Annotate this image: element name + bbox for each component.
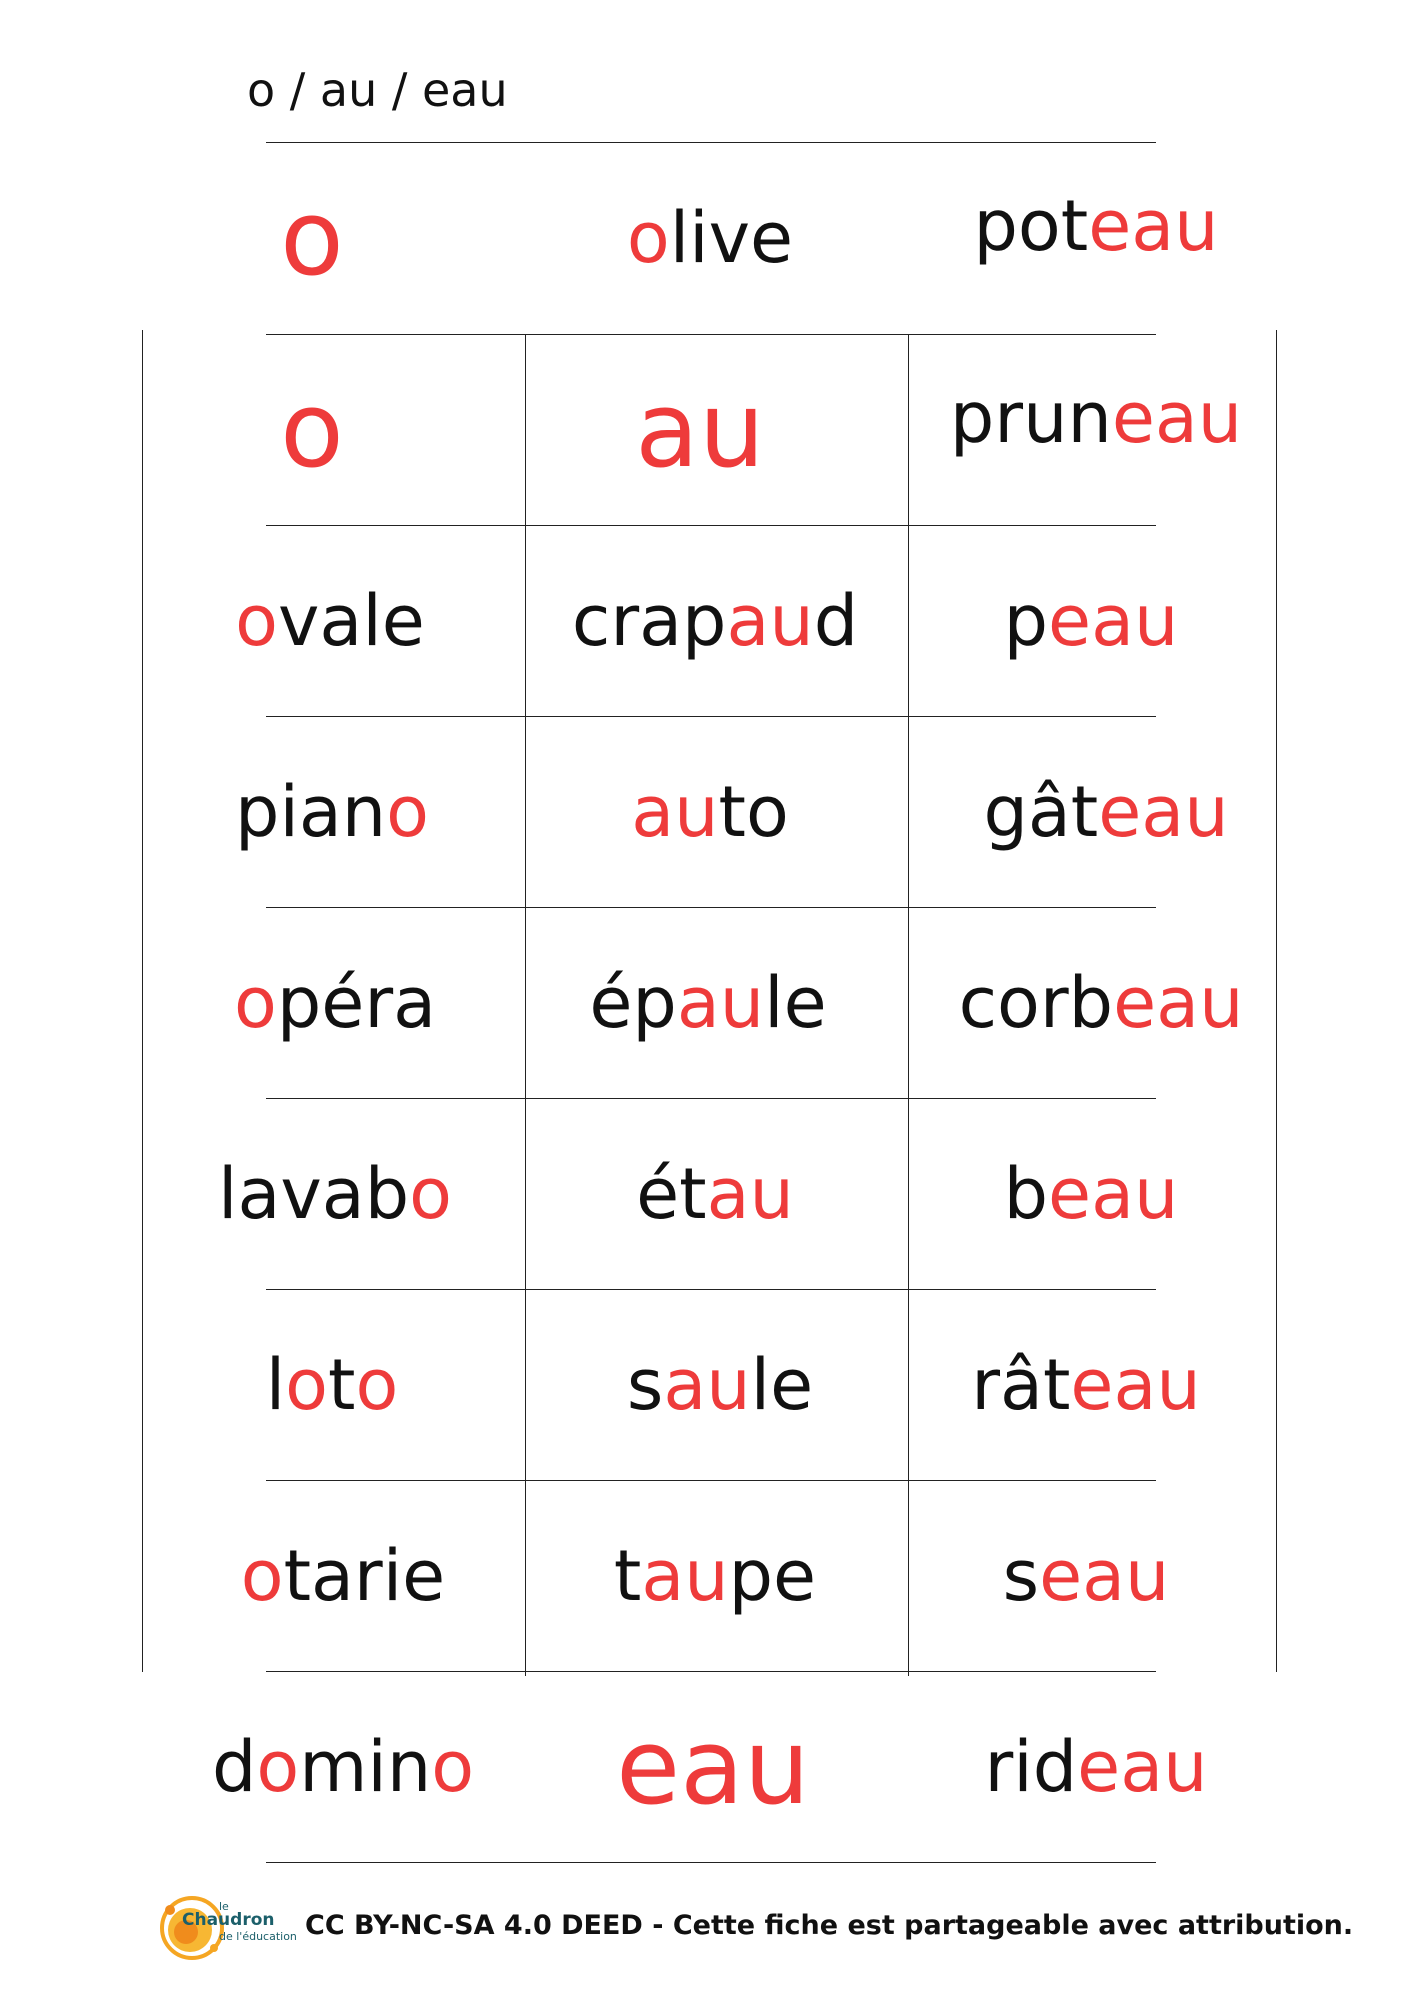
word-part: le xyxy=(764,961,827,1044)
grapheme-highlight: au xyxy=(663,1343,751,1426)
grapheme-highlight: eau xyxy=(1113,961,1244,1044)
word-cell xyxy=(626,196,794,279)
word-part: péra xyxy=(276,961,437,1044)
word-cell xyxy=(265,1343,399,1426)
word-cell xyxy=(1003,1152,1179,1235)
word-cell xyxy=(218,1152,452,1235)
column-divider xyxy=(525,334,526,1676)
word-part: prun xyxy=(949,376,1112,459)
word-cell xyxy=(984,1725,1208,1808)
word-part: ét xyxy=(636,1152,707,1235)
word-part: t xyxy=(613,1534,642,1617)
word-part: gât xyxy=(983,770,1099,853)
word-cell xyxy=(240,1534,446,1617)
row-divider xyxy=(266,525,1156,526)
word-cell xyxy=(589,961,827,1044)
word-part: d xyxy=(813,579,859,662)
grapheme-highlight: au xyxy=(631,770,719,853)
grapheme-highlight: o xyxy=(626,196,670,279)
word-part: corb xyxy=(958,961,1114,1044)
grapheme-highlight: o xyxy=(233,961,277,1044)
word-cell xyxy=(616,1705,810,1828)
word-cell xyxy=(635,368,765,491)
word-part: vale xyxy=(277,579,425,662)
word-cell xyxy=(233,961,437,1044)
row-divider xyxy=(266,1671,1156,1672)
logo-text-education: de l'éducation xyxy=(219,1930,297,1943)
grapheme-highlight: o xyxy=(280,368,344,491)
grapheme-highlight: au xyxy=(706,1152,794,1235)
word-cell xyxy=(971,1343,1201,1426)
logo-text-chaudron: Chaudron xyxy=(182,1910,275,1930)
word-part: pian xyxy=(235,770,387,853)
word-cell xyxy=(1003,579,1179,662)
word-part: le xyxy=(750,1343,814,1426)
row-divider xyxy=(266,334,1156,335)
word-part: rât xyxy=(971,1343,1071,1426)
row-divider xyxy=(266,716,1156,717)
word-part: l xyxy=(265,1343,286,1426)
grapheme-highlight: o xyxy=(409,1152,452,1235)
row-divider xyxy=(266,907,1156,908)
word-cell xyxy=(973,184,1219,267)
word-part: b xyxy=(1003,1152,1049,1235)
grapheme-highlight: o xyxy=(285,1343,328,1426)
word-cell xyxy=(631,770,789,853)
grapheme-highlight: o xyxy=(256,1725,300,1808)
outer-right-border xyxy=(1276,330,1277,1672)
license-footer: CC BY-NC-SA 4.0 DEED - Cette fiche est partageable avec attribution. xyxy=(305,1910,1354,1941)
word-cell xyxy=(211,1725,475,1808)
word-cell xyxy=(949,376,1243,459)
grapheme-highlight: o xyxy=(280,176,344,299)
page-title: o / au / eau xyxy=(247,63,508,117)
word-part: ép xyxy=(589,961,677,1044)
logo-text-le: le xyxy=(219,1900,229,1913)
grapheme-highlight: eau xyxy=(1111,376,1243,459)
word-cell xyxy=(983,770,1229,853)
grapheme-highlight: au xyxy=(635,368,765,491)
grapheme-highlight: o xyxy=(431,1725,475,1808)
row-divider xyxy=(266,1289,1156,1290)
word-cell xyxy=(571,579,859,662)
word-part: live xyxy=(669,196,794,279)
word-part: s xyxy=(1002,1534,1040,1617)
grapheme-highlight: au xyxy=(641,1534,729,1617)
grapheme-highlight: eau xyxy=(1048,1152,1179,1235)
word-part: s xyxy=(626,1343,664,1426)
word-cell xyxy=(235,579,425,662)
grapheme-highlight: eau xyxy=(1077,1725,1208,1808)
word-part: lavab xyxy=(218,1152,410,1235)
grapheme-highlight: o xyxy=(355,1343,399,1426)
grapheme-highlight: eau xyxy=(1098,770,1229,853)
grapheme-highlight: o xyxy=(240,1534,284,1617)
outer-left-border xyxy=(142,330,143,1672)
word-part: t xyxy=(328,1343,356,1426)
grapheme-highlight: o xyxy=(386,770,429,853)
word-cell xyxy=(636,1152,794,1235)
grapheme-highlight: au xyxy=(676,961,765,1044)
grapheme-highlight: eau xyxy=(616,1705,810,1828)
row-divider xyxy=(266,1098,1156,1099)
word-part: pot xyxy=(973,184,1089,267)
word-cell xyxy=(626,1343,814,1426)
word-part: tarie xyxy=(283,1534,446,1617)
word-cell xyxy=(613,1534,817,1617)
row-divider xyxy=(266,1862,1156,1863)
word-part: pe xyxy=(728,1534,817,1617)
word-cell xyxy=(235,770,429,853)
word-part: p xyxy=(1003,579,1049,662)
word-cell xyxy=(280,176,344,299)
grapheme-highlight: eau xyxy=(1070,1343,1201,1426)
row-divider xyxy=(266,142,1156,143)
word-cell xyxy=(280,368,344,491)
word-part: to xyxy=(718,770,789,853)
word-part: d xyxy=(211,1725,257,1808)
grapheme-highlight: o xyxy=(235,579,278,662)
grapheme-highlight: eau xyxy=(1048,579,1179,662)
word-cell xyxy=(1002,1534,1170,1617)
word-part: crap xyxy=(571,579,727,662)
word-cell xyxy=(958,961,1244,1044)
column-divider xyxy=(908,334,909,1676)
grapheme-highlight: eau xyxy=(1039,1534,1170,1617)
grapheme-highlight: eau xyxy=(1088,184,1219,267)
row-divider xyxy=(266,1480,1156,1481)
word-part: min xyxy=(299,1725,432,1808)
word-part: rid xyxy=(984,1725,1078,1808)
grapheme-highlight: au xyxy=(726,579,814,662)
